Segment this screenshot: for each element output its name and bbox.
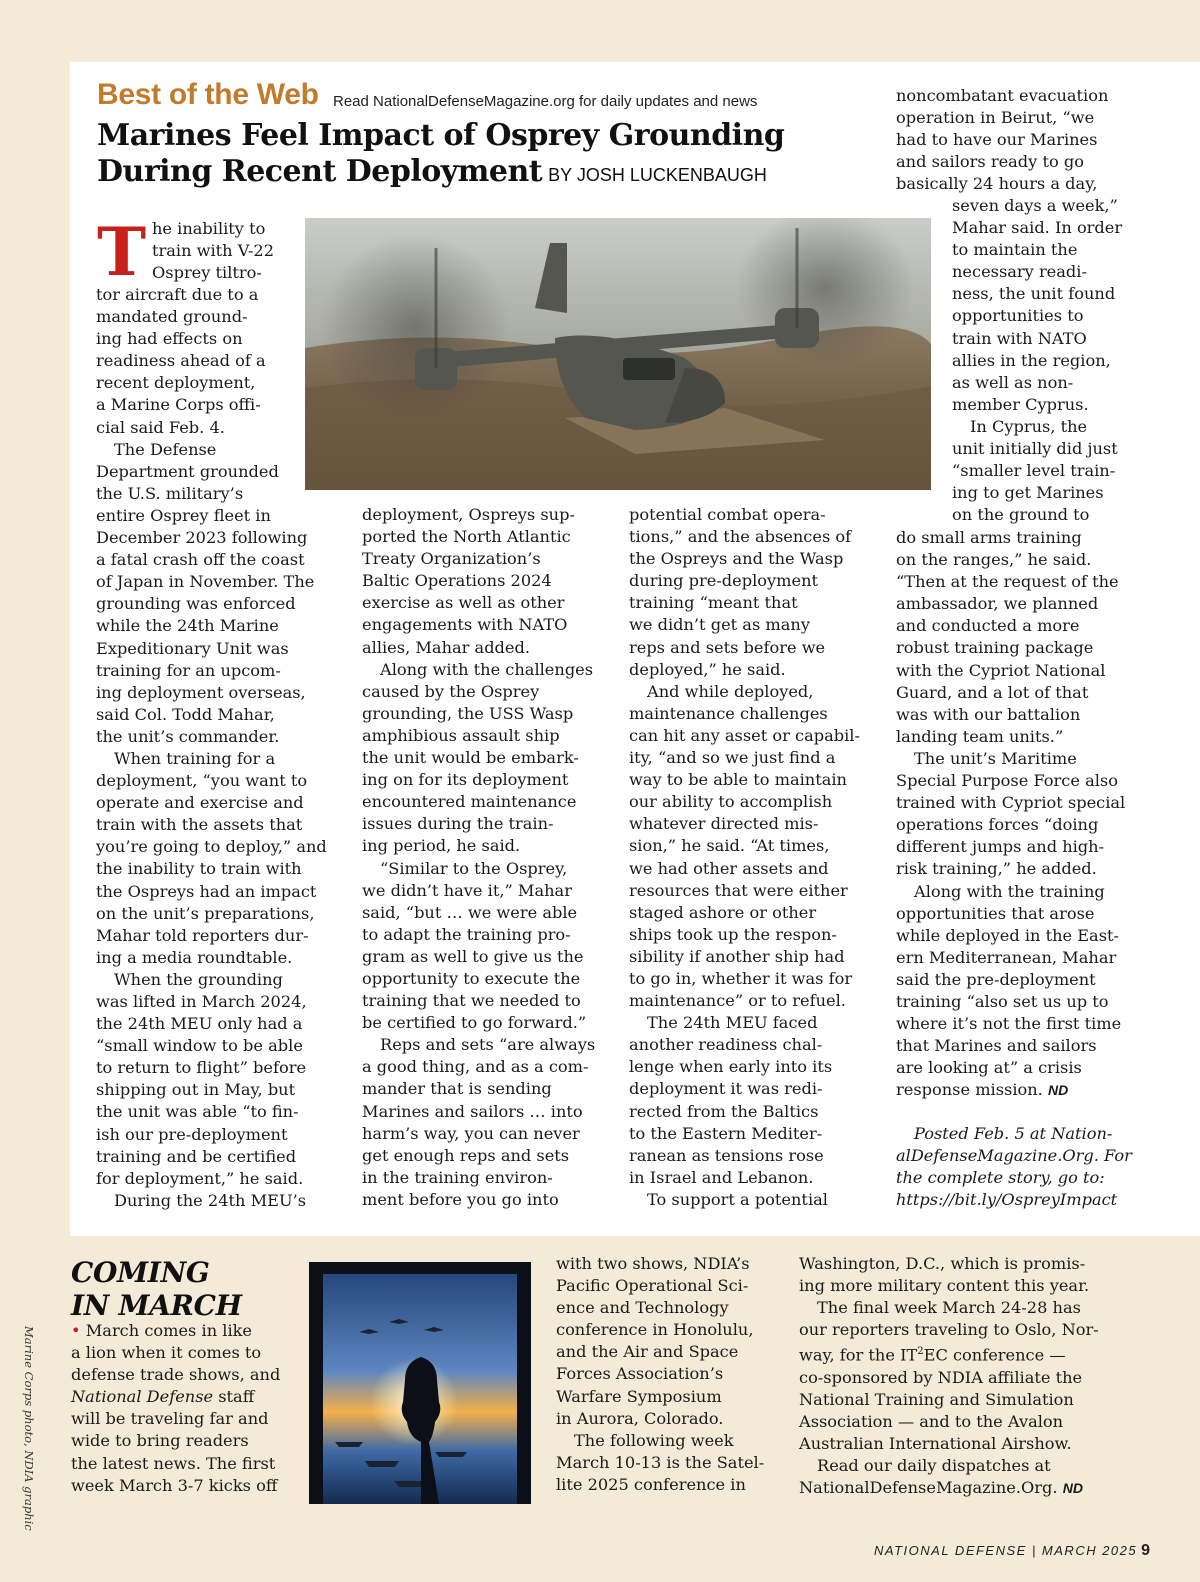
text-line: deployment, Ospreys sup-	[362, 505, 575, 524]
text-line: recent deployment,	[96, 373, 256, 393]
text-line: the latest news. The first	[71, 1453, 276, 1473]
article-column-4-top	[896, 85, 1108, 195]
text-line: Read our daily dispatches at	[817, 1456, 1051, 1476]
text-line: during pre-deployment	[629, 571, 819, 591]
text-line: unit initially did just	[952, 439, 1118, 459]
coming-lines-b	[71, 1408, 280, 1496]
text-line: Guard, and a lot of that	[896, 682, 1089, 702]
text-line: a Marine Corps offi-	[96, 395, 261, 415]
text-line: train with NATO	[952, 328, 1087, 348]
coming-title-line: IN MARCH	[71, 1289, 242, 1322]
text-line: maintenance” or to refuel.	[629, 991, 846, 1011]
story-link[interactable]: https://bit.ly/OspreyImpact	[896, 1190, 1118, 1210]
text-line: the unit was able “to fin-	[96, 1102, 299, 1122]
text-line: National Training and Simulation	[799, 1389, 1074, 1409]
text-line: ern Mediterranean, Mahar	[896, 947, 1117, 967]
drop-cap: T	[97, 213, 147, 291]
text-line: ing on for its deployment	[362, 770, 569, 790]
text-line: Along with the training	[914, 881, 1105, 901]
posted-line: Posted Feb. 5 at Nation-	[914, 1124, 1113, 1143]
text-line: allies in the region,	[952, 350, 1111, 370]
text-line: The following week	[574, 1430, 734, 1450]
text-line: will be traveling far and	[71, 1409, 269, 1429]
red-bullet-icon: •	[71, 1321, 81, 1340]
text-line: During the 24th MEU’s	[114, 1190, 307, 1210]
text-line: engagements with NATO	[362, 615, 568, 635]
text-line: Pacific Operational Sci-	[556, 1276, 749, 1296]
col1-wrap-line: Osprey tiltro-	[152, 263, 262, 283]
text-line: ity, “and so we just find a	[629, 748, 836, 768]
text-line: ported the North Atlantic	[362, 527, 571, 547]
last-line-text: response mission.	[896, 1080, 1043, 1099]
text-line: ness, the unit found	[952, 284, 1116, 304]
text-line: a fatal crash off the coast	[96, 550, 305, 570]
text-line: Baltic Operations 2024	[362, 571, 552, 591]
text-line: operate and exercise and	[96, 793, 304, 813]
text-line: said the pre-deployment	[896, 969, 1096, 989]
text-line: maintenance challenges	[629, 703, 828, 723]
text-line: the unit would be embark-	[362, 748, 579, 768]
section-kicker: Best of the Web	[97, 78, 319, 111]
text-line: on the ground to	[952, 505, 1090, 525]
article-column-2	[362, 504, 595, 1211]
photo-credit-text: Marine Corps photo, NDIA graphic	[22, 1326, 36, 1531]
text-line: and the Air and Space	[556, 1342, 739, 1362]
text-line: “smaller level train-	[952, 461, 1116, 481]
posted-note	[896, 1123, 1132, 1211]
text-line: Association — and to the Avalon	[799, 1412, 1064, 1432]
itec-superscript: 2	[917, 1346, 924, 1358]
text-line: member Cyprus.	[952, 394, 1089, 414]
text-line: week March 3-7 kicks off	[71, 1475, 278, 1495]
text-line: ing a media roundtable.	[96, 947, 293, 967]
text-line: Treaty Organization’s	[362, 549, 541, 569]
text-line: ranean as tensions rose	[629, 1145, 824, 1165]
text-line: Reps and sets “are always	[380, 1035, 596, 1055]
text-line: reps and sets before we	[629, 637, 826, 657]
coming-first-line	[71, 1320, 280, 1342]
text-line: basically 24 hours a day,	[896, 174, 1098, 194]
text-line: trained with Cypriot special	[896, 793, 1126, 813]
text-line: had to have our Marines	[896, 130, 1098, 150]
itec-line	[799, 1341, 1099, 1366]
text-line: was with our battalion	[896, 704, 1081, 724]
text-line: ing had effects on	[96, 329, 243, 349]
text-line: lenge when early into its	[629, 1057, 833, 1077]
footer-publication: NATIONAL DEFENSE | MARCH 2025	[874, 1543, 1138, 1558]
text-line: to return to flight” before	[96, 1058, 307, 1078]
coming-site-link[interactable]: NationalDefenseMagazine.Org.	[799, 1478, 1058, 1498]
article-last-line	[896, 1079, 1068, 1101]
text-line: training “meant that	[629, 593, 798, 613]
text-line: amphibious assault ship	[362, 725, 560, 745]
text-line: allies, Mahar added.	[362, 637, 531, 657]
text-line: ing to get Marines	[952, 483, 1104, 503]
text-line: When the grounding	[114, 969, 283, 989]
text-line: resources that were either	[629, 880, 848, 900]
page-number: 9	[1141, 1542, 1151, 1559]
text-line: ment before you go into	[362, 1189, 559, 1209]
headline-line-2: During Recent Deployment	[97, 154, 543, 189]
text-line: “small window to be able	[96, 1036, 303, 1056]
text-line: as well as non-	[952, 372, 1074, 392]
article-column-4-bottom	[896, 527, 1125, 1079]
text-line: you’re going to deploy,” and	[96, 837, 327, 857]
coming-col3-a	[799, 1253, 1099, 1341]
text-line: staged ashore or other	[629, 902, 817, 922]
text-line: tor aircraft due to a	[96, 285, 259, 304]
text-line: and conducted a more	[896, 616, 1080, 636]
text-line: robust training package	[896, 638, 1094, 658]
text-line: a good thing, and as a com-	[362, 1057, 589, 1077]
text-line: Mahar said. In order	[952, 218, 1123, 238]
text-line: necessary readi-	[952, 262, 1087, 282]
text-line: opportunities that arose	[896, 903, 1095, 923]
text-line: in Aurora, Colorado.	[556, 1408, 724, 1428]
text-line: Forces Association’s	[556, 1364, 724, 1384]
text-line: The unit’s Maritime	[914, 748, 1077, 768]
text-line: different jumps and high-	[896, 837, 1105, 857]
text-line: Warfare Symposium	[556, 1386, 722, 1406]
publication-name: National Defense	[71, 1387, 214, 1407]
text-line: are looking at” a crisis	[896, 1058, 1082, 1078]
text-line: to adapt the training pro-	[362, 924, 571, 944]
text-line: the Ospreys and the Wasp	[629, 549, 844, 569]
coming-first-text: March comes in like	[85, 1321, 253, 1340]
coming-photo	[309, 1262, 531, 1504]
text-line: Marines and sailors … into	[362, 1101, 583, 1121]
text-line: whatever directed mis-	[629, 814, 819, 834]
text-line: with two shows, NDIA’s	[556, 1254, 750, 1273]
text-line: exercise as well as other	[362, 593, 565, 613]
text-line: opportunity to execute the	[362, 968, 581, 988]
text-line: conference in Honolulu,	[556, 1320, 754, 1340]
text-line: on the ranges,” he said.	[896, 550, 1092, 570]
text-line: When training for a	[114, 748, 276, 768]
text-line: deployment it was redi-	[629, 1079, 823, 1099]
end-mark: ND	[1047, 1082, 1069, 1098]
text-line: way to be able to maintain	[629, 770, 847, 790]
text-line: we didn’t have it,” Mahar	[362, 880, 572, 900]
kicker-note: Read NationalDefenseMagazine.org for daily updates and news	[333, 93, 758, 110]
text-line: rected from the Baltics	[629, 1101, 819, 1121]
text-line: deployed,” he said.	[629, 659, 786, 679]
text-line: opportunities to	[952, 306, 1084, 326]
text-line: ing deployment overseas,	[96, 682, 306, 702]
text-line: sibility if another ship had	[629, 946, 845, 966]
coming-lines-a	[71, 1342, 280, 1386]
text-line: a lion when it comes to	[71, 1343, 262, 1363]
text-line: training “also set us up to	[896, 991, 1109, 1011]
col1-wrap-line: he inability to	[152, 219, 266, 238]
text-line: the Ospreys had an impact	[96, 881, 317, 901]
text-line: readiness ahead of a	[96, 351, 266, 371]
text-line: landing team units.”	[896, 726, 1064, 746]
text-line: can hit any asset or capabil-	[629, 725, 860, 745]
text-line: sion,” he said. “At times,	[629, 836, 830, 856]
end-mark: ND	[1062, 1480, 1083, 1497]
text-line: The 24th MEU faced	[647, 1013, 818, 1033]
text-line: we didn’t get as many	[629, 615, 810, 635]
coming-italic-line	[71, 1386, 280, 1408]
coming-after-italic: staff	[213, 1387, 255, 1407]
headline-line-1: Marines Feel Impact of Osprey Grounding	[97, 118, 785, 153]
coming-title	[71, 1256, 242, 1322]
text-line: with the Cypriot National	[896, 660, 1106, 680]
text-line: we had other assets and	[629, 858, 829, 878]
itec-before: way, for the IT	[799, 1345, 918, 1365]
text-line: train with the assets that	[96, 815, 303, 835]
text-line: and sailors ready to go	[896, 152, 1084, 172]
ship-fleet-silhouette-image	[309, 1262, 531, 1504]
text-line: risk training,” he added.	[896, 859, 1097, 879]
text-line: March 10-13 is the Satel-	[556, 1452, 765, 1472]
text-line: tions,” and the absences of	[629, 527, 852, 547]
text-line: said Col. Todd Mahar,	[96, 704, 275, 724]
text-line: co-sponsored by NDIA affiliate the	[799, 1367, 1083, 1387]
text-line: caused by the Osprey	[362, 681, 540, 701]
text-line: get enough reps and sets	[362, 1145, 570, 1165]
article-column-3	[629, 504, 860, 1211]
posted-line: the complete story, go to:	[896, 1168, 1105, 1188]
text-line: noncombatant evacuation	[896, 86, 1109, 105]
posted-line: alDefenseMagazine.Org. For	[896, 1146, 1132, 1166]
text-line: to go in, whether it was for	[629, 968, 853, 988]
text-line: do small arms training	[896, 528, 1082, 547]
text-line: grounding was enforced	[96, 594, 296, 614]
text-line: issues during the train-	[362, 814, 554, 834]
text-line: ambassador, we planned	[896, 594, 1099, 614]
text-line: The Defense	[114, 439, 217, 459]
text-line: December 2023 following	[96, 528, 308, 548]
text-line: Washington, D.C., which is promis-	[799, 1254, 1086, 1273]
coming-column-1	[71, 1320, 280, 1497]
text-line: the inability to train with	[96, 859, 302, 879]
text-line: of Japan in November. The	[96, 572, 315, 592]
article-column-4-wrap	[952, 195, 1122, 526]
text-line: was lifted in March 2024,	[96, 992, 307, 1011]
text-line: ish our pre-deployment	[96, 1124, 288, 1144]
coming-col3-b	[799, 1367, 1099, 1477]
text-line: while the 24th Marine	[96, 616, 279, 636]
byline: BY JOSH LUCKENBAUGH	[548, 165, 767, 185]
text-line: cial said Feb. 4.	[96, 417, 225, 437]
text-line: The final week March 24-28 has	[817, 1298, 1081, 1318]
text-line: To support a potential	[647, 1189, 828, 1209]
text-line: “Then at the request of the	[896, 572, 1119, 592]
text-line: entire Osprey fleet in	[96, 505, 271, 525]
osprey-aircraft-image	[305, 218, 931, 490]
coming-last-line	[799, 1477, 1099, 1499]
text-line: In Cyprus, the	[970, 416, 1088, 436]
text-line: that Marines and sailors	[896, 1036, 1097, 1056]
text-line: on the unit’s preparations,	[96, 903, 315, 923]
text-line: operations forces “doing	[896, 815, 1099, 835]
text-line: ships took up the respon-	[629, 924, 837, 944]
col1-wrap-line: train with V-22	[152, 241, 275, 261]
text-line: And while deployed,	[647, 681, 814, 701]
text-line: lite 2025 conference in	[556, 1474, 746, 1494]
text-line: to the Eastern Mediter-	[629, 1123, 823, 1143]
text-line: the unit’s commander.	[96, 726, 280, 746]
text-line: deployment, “you want to	[96, 771, 308, 791]
text-line: operation in Beirut, “we	[896, 108, 1095, 128]
text-line: Special Purpose Force also	[896, 771, 1118, 791]
text-line: seven days a week,”	[952, 196, 1118, 215]
text-line: mander that is sending	[362, 1079, 552, 1099]
text-line: training and be certified	[96, 1146, 297, 1166]
text-line: Mahar told reporters dur-	[96, 925, 309, 945]
text-line: be certified to go forward.”	[362, 1013, 587, 1033]
text-line: in the training environ-	[362, 1167, 553, 1187]
text-line: for deployment,” he said.	[96, 1168, 304, 1188]
text-line: ing period, he said.	[362, 836, 521, 856]
text-line: Australian International Airshow.	[799, 1434, 1072, 1454]
coming-title-line: COMING	[71, 1256, 210, 1289]
text-line: “Similar to the Osprey,	[380, 858, 568, 878]
coming-column-2	[556, 1253, 764, 1496]
text-line: in Israel and Lebanon.	[629, 1167, 814, 1187]
text-line: mandated ground-	[96, 307, 248, 327]
article-col1-wrap	[152, 218, 274, 284]
text-line: to maintain the	[952, 240, 1078, 260]
headline	[97, 118, 797, 193]
itec-after: EC conference —	[923, 1345, 1066, 1365]
text-line: shipping out in May, but	[96, 1080, 296, 1100]
text-line: our ability to accomplish	[629, 792, 833, 812]
text-line: the 24th MEU only had a	[96, 1014, 303, 1034]
text-line: the U.S. military’s	[96, 483, 244, 503]
text-line: ing more military content this year.	[799, 1276, 1090, 1296]
text-line: another readiness chal-	[629, 1035, 823, 1055]
text-line: training for an upcom-	[96, 660, 281, 680]
osprey-photo	[305, 218, 931, 490]
text-line: while deployed in the East-	[896, 925, 1119, 945]
text-line: harm’s way, you can never	[362, 1123, 580, 1143]
text-line: Along with the challenges	[380, 659, 594, 679]
text-line: Department grounded	[96, 461, 279, 481]
text-line: where it’s not the first time	[896, 1014, 1122, 1034]
text-line: training that we needed to	[362, 991, 581, 1011]
text-line: wide to bring readers	[71, 1431, 249, 1451]
article-column-1	[96, 284, 327, 1212]
text-line: encountered maintenance	[362, 792, 577, 812]
photo-credit	[14, 1326, 40, 1531]
text-line: our reporters traveling to Oslo, Nor-	[799, 1320, 1099, 1340]
text-line: ence and Technology	[556, 1298, 729, 1318]
text-line: gram as well to give us the	[362, 946, 584, 966]
text-line: defense trade shows, and	[71, 1365, 281, 1385]
text-line: said, “but … we were able	[362, 902, 578, 922]
text-line: potential combat opera-	[629, 505, 826, 524]
text-line: Expeditionary Unit was	[96, 638, 289, 658]
text-line: grounding, the USS Wasp	[362, 703, 574, 723]
page-footer	[874, 1542, 1150, 1560]
coming-column-3	[799, 1253, 1099, 1499]
